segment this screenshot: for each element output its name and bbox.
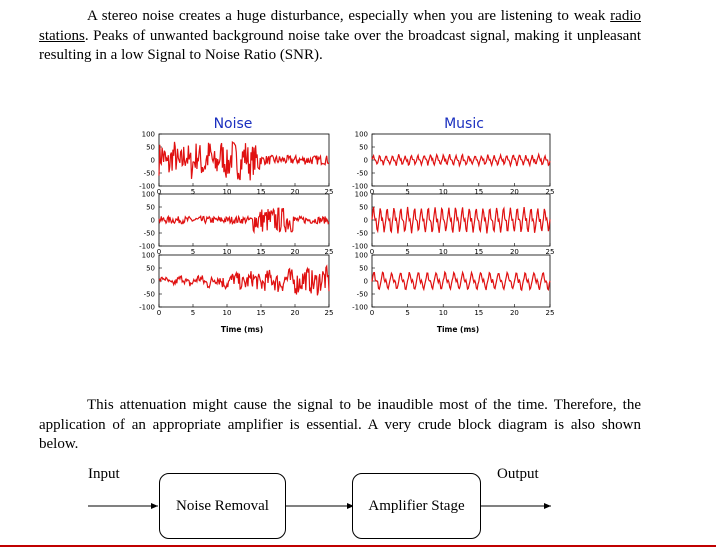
- intro-paragraph: [39, 7, 641, 66]
- x-tick-label: 0: [369, 188, 375, 196]
- x-tick-label: 5: [190, 309, 196, 317]
- x-tick-label: 10: [438, 309, 448, 317]
- outro-text: This attenuation might cause the signal to be inaudible most of the time. Therefore, the application of an appropriate amplifier is essential. A very crude block diagram is also shown below.: [39, 397, 641, 452]
- y-tick-label: -100: [139, 182, 155, 191]
- x-tick-label: 10: [222, 309, 232, 317]
- x-tick-label: 5: [405, 188, 410, 196]
- x-tick-label: 25: [545, 248, 555, 256]
- y-tick-label: -100: [352, 303, 368, 312]
- intro-text-start: A stereo noise creates a huge disturbance, especially when you are listening to weak: [87, 8, 611, 24]
- x-tick-label: 5: [190, 248, 196, 256]
- x-tick-label: 0: [156, 188, 162, 196]
- music-xlabel: Time (ms): [436, 325, 480, 334]
- amplifier-stage-label: Amplifier Stage: [368, 497, 465, 514]
- signal-trace: [159, 208, 329, 232]
- x-tick-label: 15: [474, 248, 484, 256]
- y-tick-label: 100: [354, 190, 368, 199]
- y-tick-label: -100: [139, 303, 155, 312]
- x-tick-label: 15: [256, 188, 266, 196]
- y-tick-label: -50: [356, 229, 368, 238]
- x-tick-label: 0: [156, 248, 162, 256]
- x-tick-label: 10: [438, 188, 448, 196]
- y-tick-label: 100: [354, 130, 368, 139]
- x-tick-label: 25: [324, 309, 334, 317]
- y-tick-label: 100: [354, 251, 368, 260]
- y-tick-label: 50: [146, 203, 155, 212]
- x-tick-label: 10: [222, 248, 232, 256]
- x-tick-label: 15: [256, 309, 266, 317]
- x-tick-label: 20: [290, 248, 300, 256]
- y-tick-label: 0: [150, 216, 155, 225]
- y-tick-label: -100: [352, 242, 368, 251]
- y-tick-label: 100: [141, 251, 155, 260]
- block-diagram: [0, 460, 716, 540]
- x-tick-label: 25: [545, 309, 555, 317]
- x-tick-label: 5: [405, 309, 410, 317]
- x-tick-label: 25: [545, 188, 555, 196]
- page-bottom-rule: [0, 545, 716, 547]
- y-tick-label: 100: [141, 130, 155, 139]
- y-tick-label: -50: [143, 290, 155, 299]
- x-tick-label: 25: [324, 248, 334, 256]
- y-tick-label: 50: [359, 264, 368, 273]
- y-tick-label: 0: [150, 277, 155, 286]
- noise-title: Noise: [213, 116, 253, 132]
- y-tick-label: 0: [363, 216, 368, 225]
- x-tick-label: 15: [474, 309, 484, 317]
- music-title: Music: [444, 116, 484, 132]
- x-tick-label: 20: [290, 309, 300, 317]
- y-tick-label: -100: [352, 182, 368, 191]
- outro-paragraph: [39, 396, 641, 455]
- y-tick-label: -50: [356, 169, 368, 178]
- x-tick-label: 5: [190, 188, 196, 196]
- x-tick-label: 20: [509, 309, 519, 317]
- x-tick-label: 15: [474, 188, 484, 196]
- x-tick-label: 20: [509, 248, 519, 256]
- y-tick-label: -50: [143, 229, 155, 238]
- y-tick-label: -100: [139, 242, 155, 251]
- y-tick-label: -50: [356, 290, 368, 299]
- plots-group: [139, 131, 554, 318]
- noise-music-figure: [135, 110, 555, 342]
- y-tick-label: 50: [146, 264, 155, 273]
- x-tick-label: 10: [438, 248, 448, 256]
- signal-trace: [159, 142, 329, 180]
- y-tick-label: 50: [359, 203, 368, 212]
- noise-removal-block: [159, 473, 286, 539]
- y-tick-label: 0: [363, 156, 368, 165]
- figure-svg: [135, 110, 555, 342]
- x-tick-label: 15: [256, 248, 266, 256]
- signal-trace: [372, 207, 550, 234]
- x-tick-label: 0: [369, 248, 375, 256]
- output-label: Output: [497, 466, 539, 482]
- intro-text-end: . Peaks of unwanted background noise take over the broadcast signal, making it unpleasant resulting in a low Signal to Noise Ratio (SNR).: [39, 27, 641, 63]
- x-tick-label: 10: [222, 188, 232, 196]
- y-tick-label: -50: [143, 169, 155, 178]
- x-tick-label: 20: [290, 188, 300, 196]
- x-tick-label: 0: [369, 309, 375, 317]
- y-tick-label: 50: [146, 143, 155, 152]
- x-tick-label: 0: [156, 309, 162, 317]
- x-tick-label: 25: [324, 188, 334, 196]
- noise-removal-label: Noise Removal: [176, 497, 269, 514]
- x-tick-label: 20: [509, 188, 519, 196]
- x-tick-label: 5: [405, 248, 410, 256]
- amplifier-stage-block: [352, 473, 481, 539]
- y-tick-label: 0: [363, 277, 368, 286]
- signal-trace: [372, 154, 550, 166]
- radio-stations-link[interactable]: radio stations: [39, 8, 641, 44]
- noise-xlabel: Time (ms): [220, 325, 264, 334]
- signal-trace: [372, 272, 550, 290]
- y-tick-label: 0: [150, 156, 155, 165]
- y-tick-label: 50: [359, 143, 368, 152]
- signal-trace: [159, 266, 329, 295]
- y-tick-label: 100: [141, 190, 155, 199]
- input-label: Input: [88, 466, 120, 482]
